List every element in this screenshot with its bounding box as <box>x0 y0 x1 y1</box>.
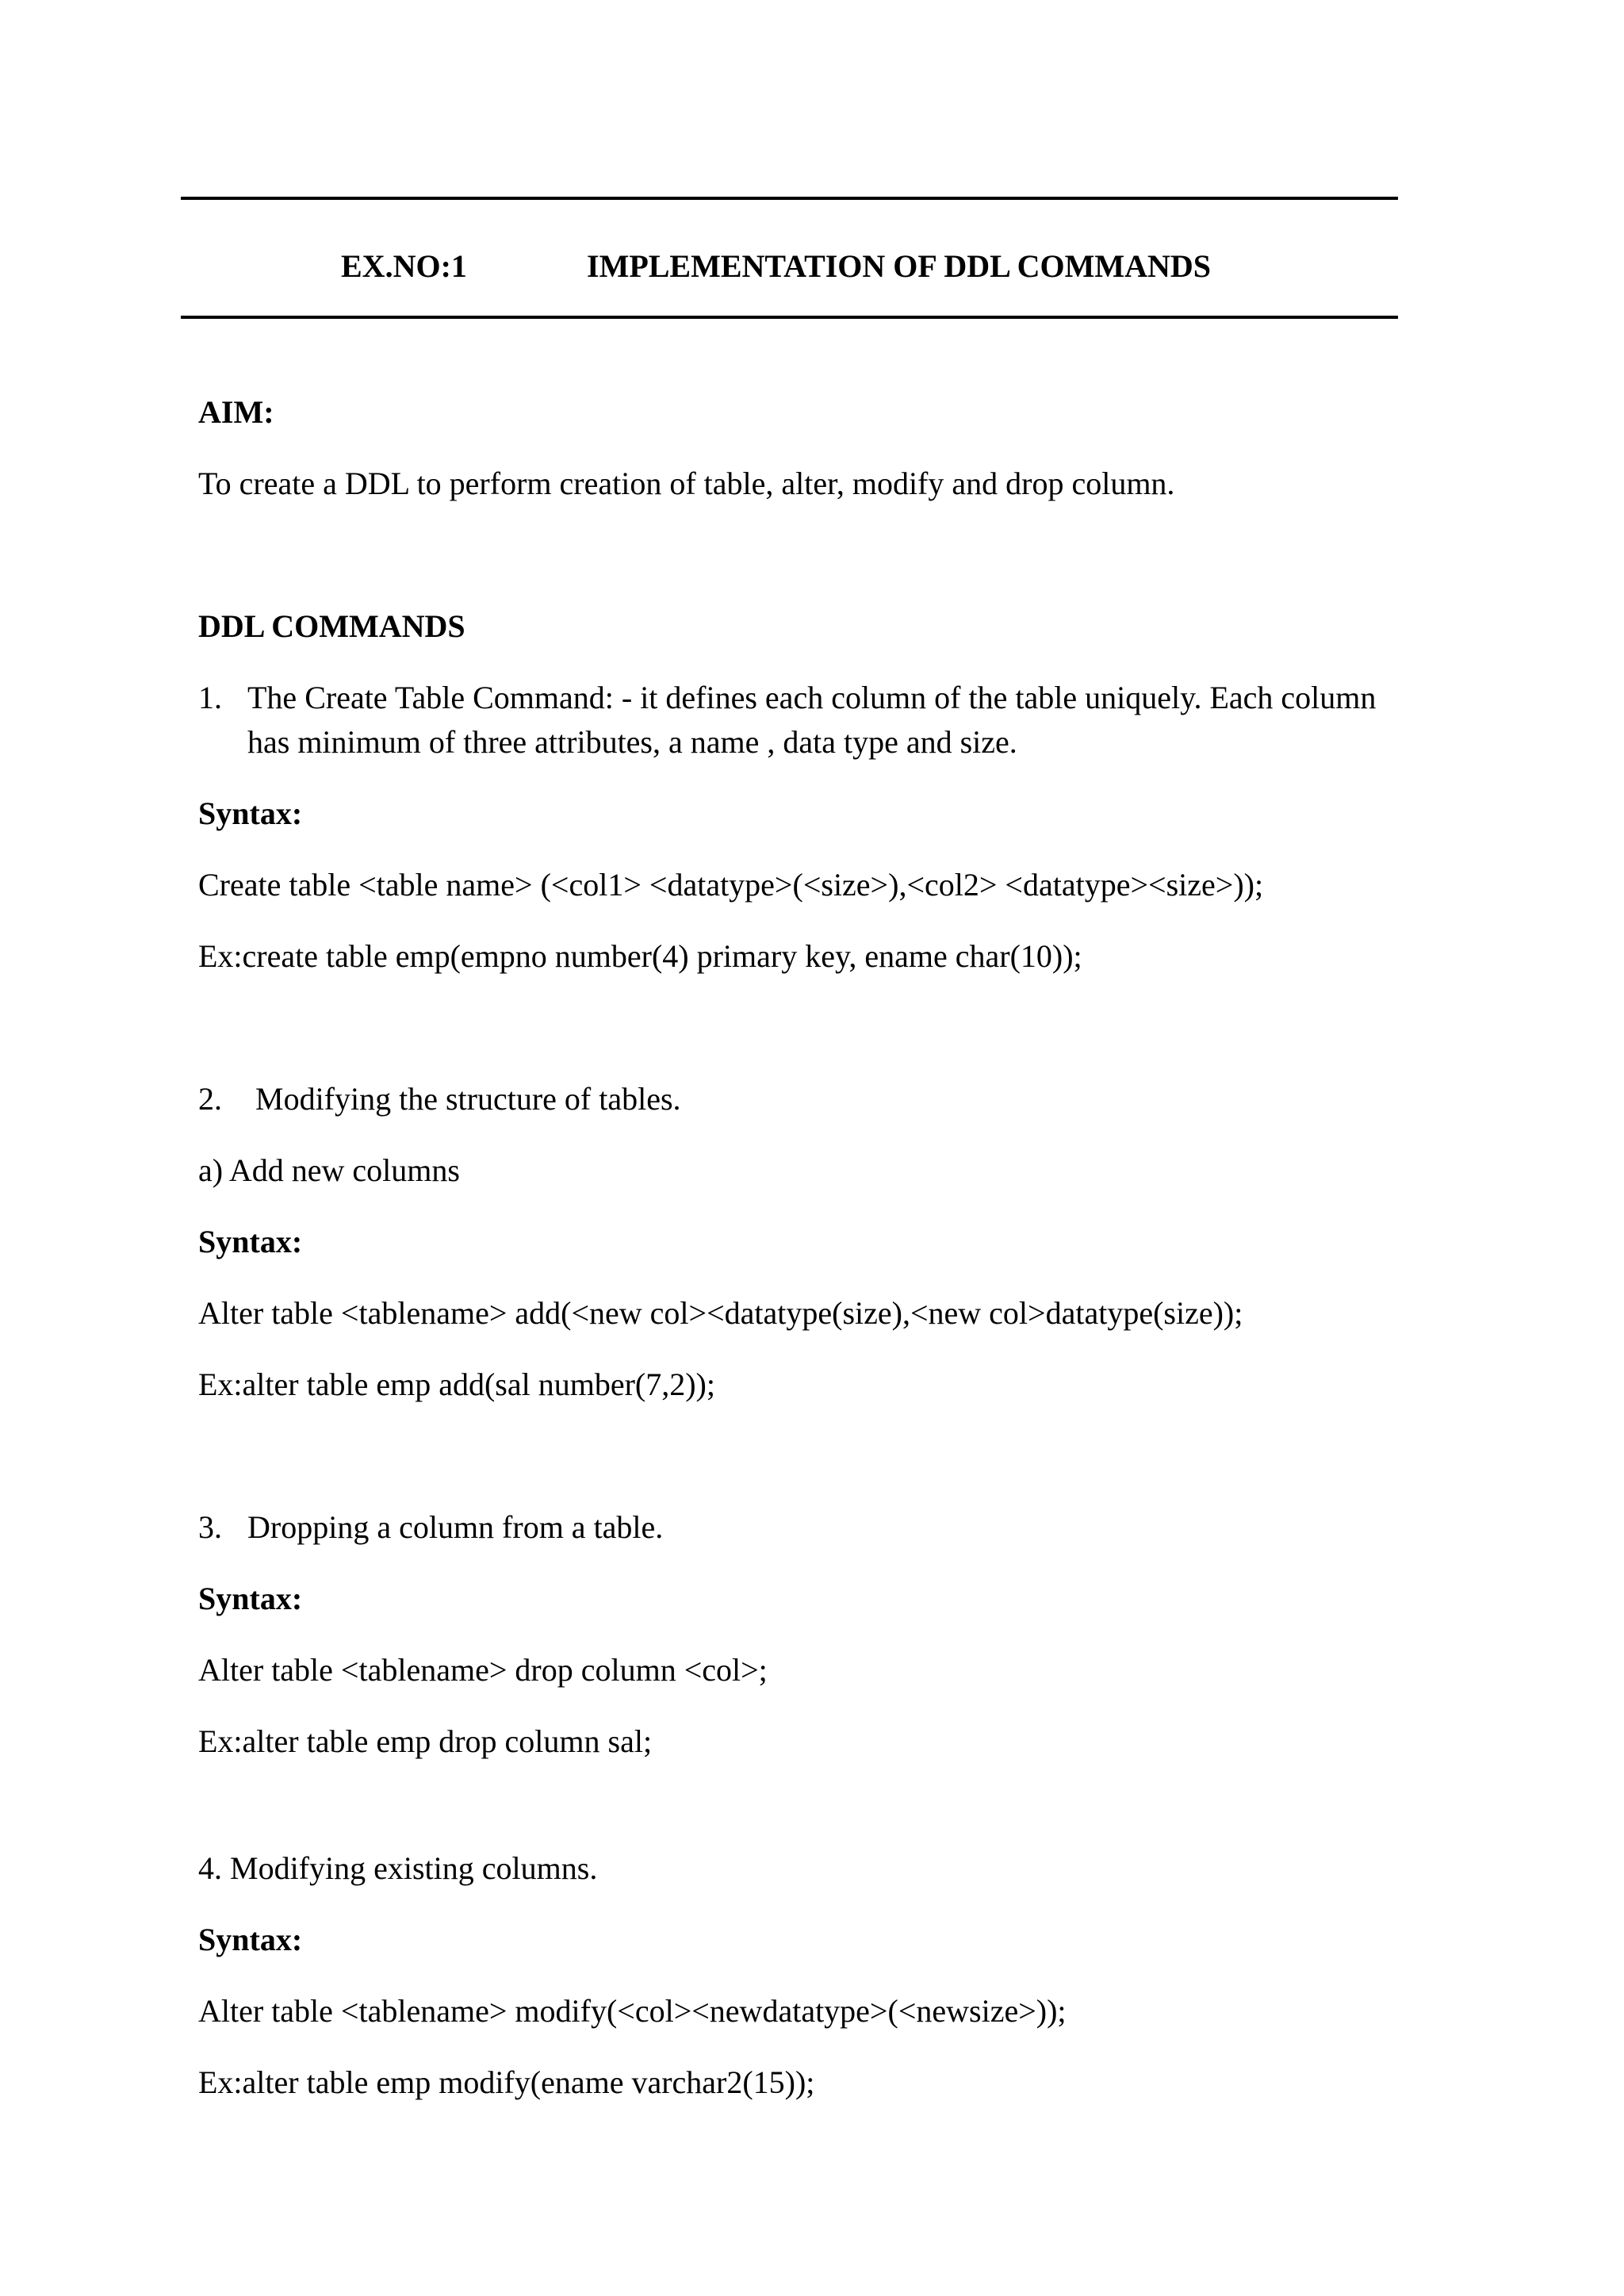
item1-syntax: Create table <table name> (<col1> <datatype>(<size>),<col2> <datatype><size>)); <box>198 867 1264 903</box>
item4-syntax-label: Syntax: <box>198 1922 303 1957</box>
page-title: IMPLEMENTATION OF DDL COMMANDS <box>587 248 1212 284</box>
item4-title: 4. Modifying existing columns. <box>198 1850 598 1886</box>
item2-syntax-label: Syntax: <box>198 1224 303 1259</box>
header-bottom-rule <box>181 316 1398 319</box>
item2-example: Ex:alter table emp add(sal number(7,2)); <box>198 1366 715 1402</box>
item1-syntax-label: Syntax: <box>198 795 303 831</box>
item1-number: 1. <box>198 680 222 715</box>
item2-title: Modifying the structure of tables. <box>255 1081 681 1117</box>
exercise-number: EX.NO:1 <box>341 248 467 284</box>
item2-syntax: Alter table <tablename> add(<new col><datatype(size),<new col>datatype(size)); <box>198 1295 1243 1331</box>
item1-example: Ex:create table emp(empno number(4) primary key, ename char(10)); <box>198 938 1082 974</box>
header-top-rule <box>181 197 1398 200</box>
item4-syntax: Alter table <tablename> modify(<col><newdatatype>(<newsize>)); <box>198 1993 1067 2029</box>
item3-number: 3. <box>198 1509 222 1545</box>
item3-example: Ex:alter table emp drop column sal; <box>198 1723 653 1759</box>
item3-title: Dropping a column from a table. <box>247 1509 664 1545</box>
ddl-commands-heading: DDL COMMANDS <box>198 608 465 644</box>
item4-example: Ex:alter table emp modify(ename varchar2(15)); <box>198 2064 815 2100</box>
item3-syntax-label: Syntax: <box>198 1581 303 1616</box>
item1-line2: has minimum of three attributes, a name , data type and size. <box>247 724 1017 760</box>
item3-syntax: Alter table <tablename> drop column <col>; <box>198 1652 768 1688</box>
item2-subheading: a) Add new columns <box>198 1152 460 1188</box>
item1-line1: The Create Table Command: - it defines each column of the table uniquely. Each column <box>247 680 1377 715</box>
item2-number: 2. <box>198 1081 222 1117</box>
aim-text: To create a DDL to perform creation of table, alter, modify and drop column. <box>198 466 1175 501</box>
aim-heading: AIM: <box>198 394 274 430</box>
